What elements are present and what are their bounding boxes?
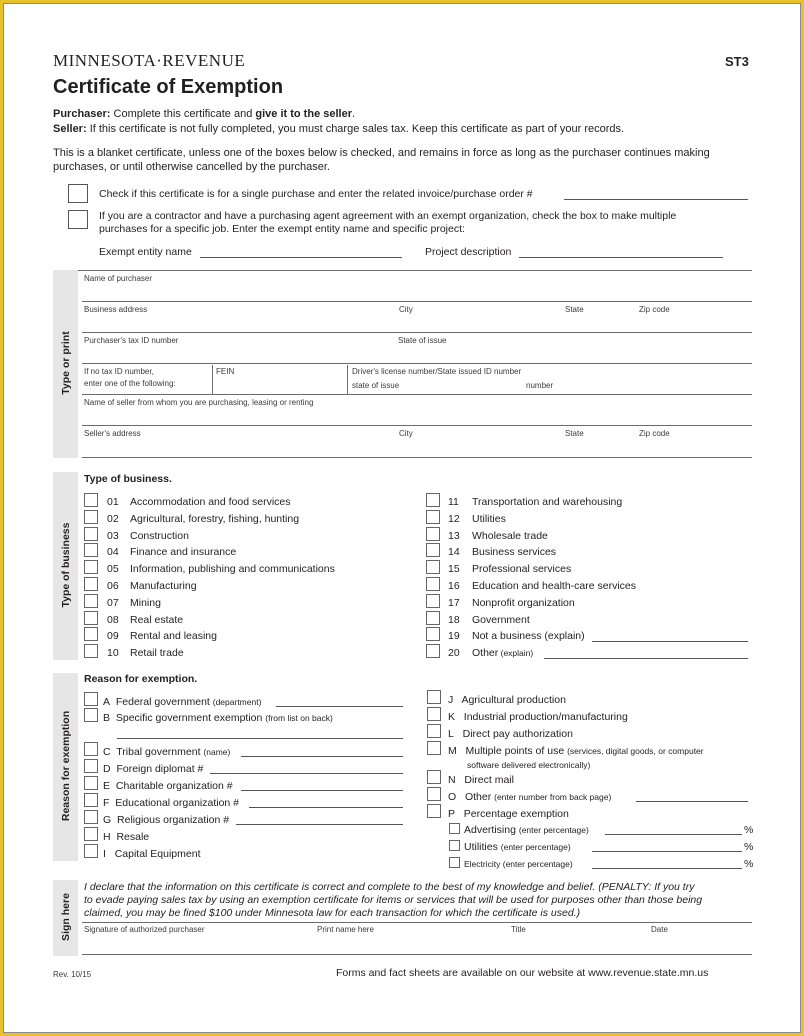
- business-address-field[interactable]: [82, 332, 752, 333]
- dl-number-label: number: [526, 381, 554, 390]
- reason-o: [448, 791, 611, 803]
- reason-b: [103, 712, 333, 724]
- seller-name-label: Name of seller from whom you are purchasing, leasing or renting: [84, 398, 314, 407]
- business-14-checkbox[interactable]: [426, 543, 440, 557]
- utilities-text: Utilities: [464, 841, 498, 853]
- reason-n-letter: N: [448, 774, 456, 786]
- business-02: [130, 513, 299, 525]
- state-of-issue-label: State of issue: [398, 336, 447, 345]
- seller-city-label: City: [399, 429, 413, 438]
- purchaser-text-end: .: [352, 108, 356, 120]
- business-20: [472, 647, 533, 659]
- state-label: State: [565, 305, 584, 314]
- business-11-number: 11: [448, 496, 459, 508]
- business-13-label: Wholesale trade: [472, 529, 548, 542]
- business-10-checkbox[interactable]: [84, 644, 98, 658]
- reason-l-checkbox[interactable]: [427, 724, 441, 738]
- reason-k: [448, 711, 628, 723]
- print-name-label: Print name here: [317, 925, 374, 934]
- seller-text: If this certificate is not fully completed, you must charge sales tax. Keep this certificate as part of your records.: [89, 123, 625, 135]
- website-note: Forms and fact sheets are available on our website at www.revenue.state.mn.us: [336, 967, 709, 979]
- purchaser-instruction: [53, 108, 355, 120]
- contractor-line-2: purchases for a specific job. Enter the exempt entity name and specific project:: [99, 223, 465, 235]
- reason-n: [448, 774, 514, 786]
- zip-label: Zip code: [639, 305, 670, 314]
- business-03: [130, 530, 189, 542]
- business-02-number: 02: [107, 512, 119, 525]
- business-11: [472, 496, 622, 508]
- reason-p-letter: P: [448, 808, 456, 820]
- project-description-field[interactable]: [519, 257, 723, 258]
- business-10-number: 10: [107, 647, 119, 660]
- advertising-note: (enter percentage): [518, 825, 589, 835]
- reason-n-label: Direct mail: [464, 774, 514, 786]
- section-rule: [78, 270, 752, 271]
- type-of-business-heading: Type of business.: [84, 473, 172, 485]
- signature-field[interactable]: [82, 954, 752, 955]
- reason-o-letter: O: [448, 791, 457, 803]
- sign-top-rule: [82, 922, 752, 923]
- business-20-number: 20: [448, 647, 460, 660]
- reason-o-checkbox[interactable]: [427, 787, 441, 801]
- reason-k-checkbox[interactable]: [427, 707, 441, 721]
- reason-e-checkbox[interactable]: [84, 776, 98, 790]
- blanket-line-1: This is a blanket certificate, unless one of the boxes below is checked, and remains in force as long as the purchaser continues making: [53, 147, 710, 159]
- reason-g-field[interactable]: [236, 824, 403, 825]
- agency-logo: MINNESOTA·REVENUE: [53, 51, 246, 70]
- declaration-line-2: to evade paying sales tax by using an exemption certificate for items or services that will be used for purposes other than those being: [84, 894, 703, 906]
- utilities-checkbox[interactable]: [449, 840, 460, 851]
- advertising-text: Advertising: [464, 824, 516, 836]
- reason-d-field[interactable]: [210, 773, 403, 774]
- business-18: [472, 614, 530, 626]
- business-14: [472, 546, 556, 558]
- reason-d-label: Foreign diplomat #: [116, 763, 204, 775]
- business-12-checkbox[interactable]: [426, 510, 440, 524]
- reason-c-letter: C: [103, 746, 111, 758]
- reason-c-field[interactable]: [241, 756, 403, 757]
- fein-label: FEIN: [216, 367, 235, 376]
- business-20-label: Other: [472, 647, 499, 660]
- sign-here-label: Sign here: [60, 893, 72, 941]
- single-purchase-checkbox[interactable]: [68, 184, 88, 203]
- business-08: [130, 614, 183, 626]
- business-06: [130, 580, 197, 592]
- reason-m-letter: M: [448, 745, 457, 757]
- form-page: [3, 3, 801, 1033]
- business-15-checkbox[interactable]: [426, 560, 440, 574]
- business-08-checkbox[interactable]: [84, 611, 98, 625]
- type-or-print-label: Type or print: [60, 331, 72, 395]
- reason-i: [103, 848, 201, 860]
- business-20-explain-field[interactable]: [544, 658, 748, 659]
- business-17-label: Nonprofit organization: [472, 596, 575, 609]
- purchaser-label: Purchaser:: [53, 108, 111, 120]
- reason-k-label: Industrial production/manufacturing: [463, 711, 628, 723]
- business-02-checkbox[interactable]: [84, 510, 98, 524]
- reason-c: [103, 746, 230, 758]
- business-15-number: 15: [448, 563, 460, 576]
- reason-e-field[interactable]: [241, 790, 403, 791]
- business-03-label: Construction: [130, 529, 189, 542]
- business-01-label: Accommodation and food services: [130, 496, 291, 508]
- business-01: [130, 496, 291, 508]
- reason-a-label: Federal government: [115, 696, 210, 708]
- blanket-line-2: purchases, or until otherwise cancelled by the purchaser.: [53, 161, 330, 173]
- utilities-note: (enter percentage): [500, 842, 571, 852]
- seller-instruction: [53, 123, 624, 135]
- tax-id-field[interactable]: [82, 363, 752, 364]
- reason-c-label: Tribal government: [116, 746, 201, 758]
- business-19-checkbox[interactable]: [426, 627, 440, 641]
- utilities-percent: %: [744, 841, 754, 853]
- business-12-number: 12: [448, 512, 460, 525]
- seller-name-field[interactable]: [82, 425, 752, 426]
- reason-b-checkbox[interactable]: [84, 708, 98, 722]
- seller-address-field[interactable]: [82, 457, 752, 458]
- reason-o-note: (enter number from back page): [494, 792, 612, 802]
- single-purchase-label: Check if this certificate is for a single purchase and enter the related invoice/purchase order #: [99, 188, 533, 200]
- business-05-label: Information, publishing and communications: [130, 563, 335, 576]
- business-16: [472, 580, 636, 592]
- reason-a-checkbox[interactable]: [84, 692, 98, 706]
- fein-divider: [212, 365, 213, 395]
- reason-j-label: Agricultural production: [461, 694, 566, 706]
- exempt-entity-field[interactable]: [200, 257, 402, 258]
- seller-address-label: Seller's address: [84, 429, 141, 438]
- reason-b-letter: B: [103, 712, 111, 724]
- name-of-purchaser-label: Name of purchaser: [84, 274, 153, 283]
- business-04-number: 04: [107, 546, 119, 559]
- business-03-checkbox[interactable]: [84, 527, 98, 541]
- business-16-label: Education and health-care services: [472, 580, 637, 592]
- project-description-label: Project description: [425, 246, 512, 258]
- reason-b-note: (from list on back): [265, 713, 333, 723]
- reason-m-note: (services, digital goods, or computer: [567, 746, 704, 756]
- business-20-checkbox[interactable]: [426, 644, 440, 658]
- name-of-purchaser-field[interactable]: [82, 301, 752, 302]
- reason-f-letter: F: [103, 797, 110, 809]
- reason-m-label: Multiple points of use: [465, 745, 565, 757]
- city-label: City: [399, 305, 413, 314]
- reason-i-checkbox[interactable]: [84, 844, 98, 858]
- business-18-checkbox[interactable]: [426, 611, 440, 625]
- reason-e: [103, 780, 233, 792]
- drivers-license-label: Driver's license number/State issued ID number: [352, 367, 522, 376]
- reason-h: [103, 831, 149, 843]
- reason-p-label: Percentage exemption: [463, 808, 569, 820]
- title-label: Title: [511, 925, 526, 934]
- business-04-label: Finance and insurance: [130, 546, 237, 559]
- reason-e-letter: E: [103, 780, 111, 792]
- reason-i-letter: I: [103, 848, 106, 860]
- business-07-checkbox[interactable]: [84, 594, 98, 608]
- reason-m-note-2: software delivered electronically): [467, 760, 591, 770]
- electricity-checkbox[interactable]: [449, 857, 460, 868]
- type-of-business-label: Type of business: [60, 522, 72, 608]
- invoice-number-field[interactable]: [564, 199, 748, 200]
- business-20-note: (explain): [498, 648, 534, 659]
- reason-m-checkbox[interactable]: [427, 741, 441, 755]
- electricity-text: Electricity: [464, 859, 501, 869]
- reason-p-checkbox[interactable]: [427, 804, 441, 818]
- no-tax-id-label-1: If no tax ID number,: [84, 367, 154, 376]
- business-12-label: Utilities: [472, 512, 506, 525]
- electricity-field[interactable]: [592, 868, 742, 869]
- reason-b-field[interactable]: [117, 738, 403, 739]
- business-11-label: Transportation and warehousing: [472, 496, 623, 508]
- business-13: [472, 530, 548, 542]
- declaration-line-3: claimed, you may be fined $100 under Minnesota law for each transaction for which the certificate is used.): [84, 907, 581, 919]
- business-19-explain-field[interactable]: [592, 641, 748, 642]
- business-18-number: 18: [448, 613, 460, 626]
- business-18-label: Government: [472, 613, 530, 626]
- reason-g-checkbox[interactable]: [84, 810, 98, 824]
- business-17: [472, 597, 575, 609]
- reason-a: [103, 696, 261, 708]
- electricity-note: (enter percentage): [502, 859, 573, 869]
- business-19: [472, 630, 585, 642]
- contractor-checkbox[interactable]: [68, 210, 88, 229]
- form-number: ST3: [725, 54, 749, 69]
- business-09-number: 09: [107, 630, 119, 643]
- business-03-number: 03: [107, 529, 119, 542]
- reason-a-field[interactable]: [276, 706, 403, 707]
- reason-f-label: Educational organization #: [115, 797, 240, 809]
- business-15: [472, 563, 571, 575]
- reason-d-checkbox[interactable]: [84, 759, 98, 773]
- reason-i-label: Capital Equipment: [114, 848, 201, 860]
- business-09: [130, 630, 217, 642]
- advertising-label: [464, 824, 589, 836]
- page-title: Certificate of Exemption: [53, 76, 284, 98]
- tax-id-label: Purchaser's tax ID number: [84, 336, 179, 345]
- reason-h-checkbox[interactable]: [84, 827, 98, 841]
- reason-o-label: Other: [464, 791, 492, 803]
- business-13-number: 13: [448, 529, 460, 542]
- dl-state-of-issue-label: state of issue: [352, 381, 400, 390]
- reason-l-label: Direct pay authorization: [462, 728, 573, 740]
- purchaser-text: Complete this certificate and: [113, 108, 253, 120]
- reason-e-label: Charitable organization #: [115, 780, 233, 792]
- advertising-field[interactable]: [605, 834, 742, 835]
- business-05-number: 05: [107, 563, 119, 576]
- business-14-number: 14: [448, 546, 460, 559]
- reason-h-label: Resale: [116, 831, 150, 843]
- business-01-number: 01: [107, 496, 119, 508]
- reason-l-letter: L: [448, 728, 454, 740]
- utilities-field[interactable]: [592, 851, 742, 852]
- business-15-label: Professional services: [472, 563, 572, 576]
- reason-k-letter: K: [448, 711, 456, 723]
- reason-g-label: Religious organization #: [117, 814, 230, 826]
- business-07-number: 07: [107, 596, 119, 609]
- business-address-label: Business address: [84, 305, 148, 314]
- reason-side-label: Reason for exemption: [60, 710, 72, 822]
- business-07-label: Mining: [130, 596, 161, 609]
- business-09-checkbox[interactable]: [84, 627, 98, 641]
- reason-a-letter: A: [103, 696, 111, 708]
- contractor-line-1: If you are a contractor and have a purchasing agent agreement with an exempt organization, check the box to make multiple: [99, 210, 677, 222]
- business-04: [130, 546, 236, 558]
- reason-g: [103, 814, 229, 826]
- declaration-line-1: I declare that the information on this certificate is correct and complete to the best of my knowledge and belief. (PENALTY: If you try: [84, 881, 695, 893]
- business-19-number: 19: [448, 630, 460, 643]
- utilities-label: [464, 841, 571, 853]
- no-tax-id-label-2: enter one of the following:: [84, 379, 176, 388]
- seller-label: Seller:: [53, 123, 87, 135]
- electricity-label: [464, 859, 573, 869]
- seller-zip-label: Zip code: [639, 429, 670, 438]
- reason-a-note: (department): [212, 697, 262, 707]
- business-12: [472, 513, 506, 525]
- business-07: [130, 597, 161, 609]
- reason-f-checkbox[interactable]: [84, 793, 98, 807]
- reason-m: [448, 745, 704, 757]
- reason-p: [448, 808, 569, 820]
- business-01-checkbox[interactable]: [84, 493, 98, 507]
- business-05: [130, 563, 335, 575]
- reason-l: [448, 728, 573, 740]
- business-19-label: Not a business (explain): [472, 630, 585, 643]
- business-08-number: 08: [107, 613, 119, 626]
- business-16-checkbox[interactable]: [426, 577, 440, 591]
- id-field-row[interactable]: [82, 394, 752, 395]
- reason-j-checkbox[interactable]: [427, 690, 441, 704]
- reason-o-field[interactable]: [636, 801, 748, 802]
- reason-j: [448, 694, 566, 706]
- signature-label: Signature of authorized purchaser: [84, 925, 205, 934]
- business-06-number: 06: [107, 580, 119, 592]
- business-10: [130, 647, 184, 659]
- business-08-label: Real estate: [130, 613, 184, 626]
- reason-f-field[interactable]: [249, 807, 403, 808]
- business-02-label: Agricultural, forestry, fishing, hunting: [130, 512, 300, 525]
- advertising-percent: %: [744, 824, 754, 836]
- reason-h-letter: H: [103, 831, 111, 843]
- reason-g-letter: G: [103, 814, 112, 826]
- business-14-label: Business services: [472, 546, 557, 559]
- reason-heading: Reason for exemption.: [84, 673, 198, 685]
- reason-n-checkbox[interactable]: [427, 770, 441, 784]
- reason-c-note: (name): [203, 747, 231, 757]
- dl-divider: [347, 365, 348, 395]
- business-06-checkbox[interactable]: [84, 577, 98, 591]
- business-16-number: 16: [448, 580, 460, 592]
- reason-c-checkbox[interactable]: [84, 742, 98, 756]
- business-09-label: Rental and leasing: [130, 630, 217, 643]
- exempt-entity-label: Exempt entity name: [99, 246, 192, 258]
- business-10-label: Retail trade: [130, 647, 184, 660]
- seller-state-label: State: [565, 429, 584, 438]
- business-17-checkbox[interactable]: [426, 594, 440, 608]
- date-label: Date: [651, 925, 668, 934]
- business-05-checkbox[interactable]: [84, 560, 98, 574]
- business-11-checkbox[interactable]: [426, 493, 440, 507]
- purchaser-text-bold: give it to the seller: [255, 108, 352, 120]
- business-17-number: 17: [448, 596, 460, 609]
- business-13-checkbox[interactable]: [426, 527, 440, 541]
- reason-d-letter: D: [103, 763, 111, 775]
- business-06-label: Manufacturing: [130, 580, 197, 592]
- revision-label: Rev. 10/15: [53, 970, 92, 979]
- reason-j-letter: J: [448, 694, 454, 706]
- advertising-checkbox[interactable]: [449, 823, 460, 834]
- reason-f: [103, 797, 239, 809]
- business-04-checkbox[interactable]: [84, 543, 98, 557]
- electricity-percent: %: [744, 858, 754, 870]
- reason-d: [103, 763, 203, 775]
- reason-b-label: Specific government exemption: [115, 712, 263, 724]
